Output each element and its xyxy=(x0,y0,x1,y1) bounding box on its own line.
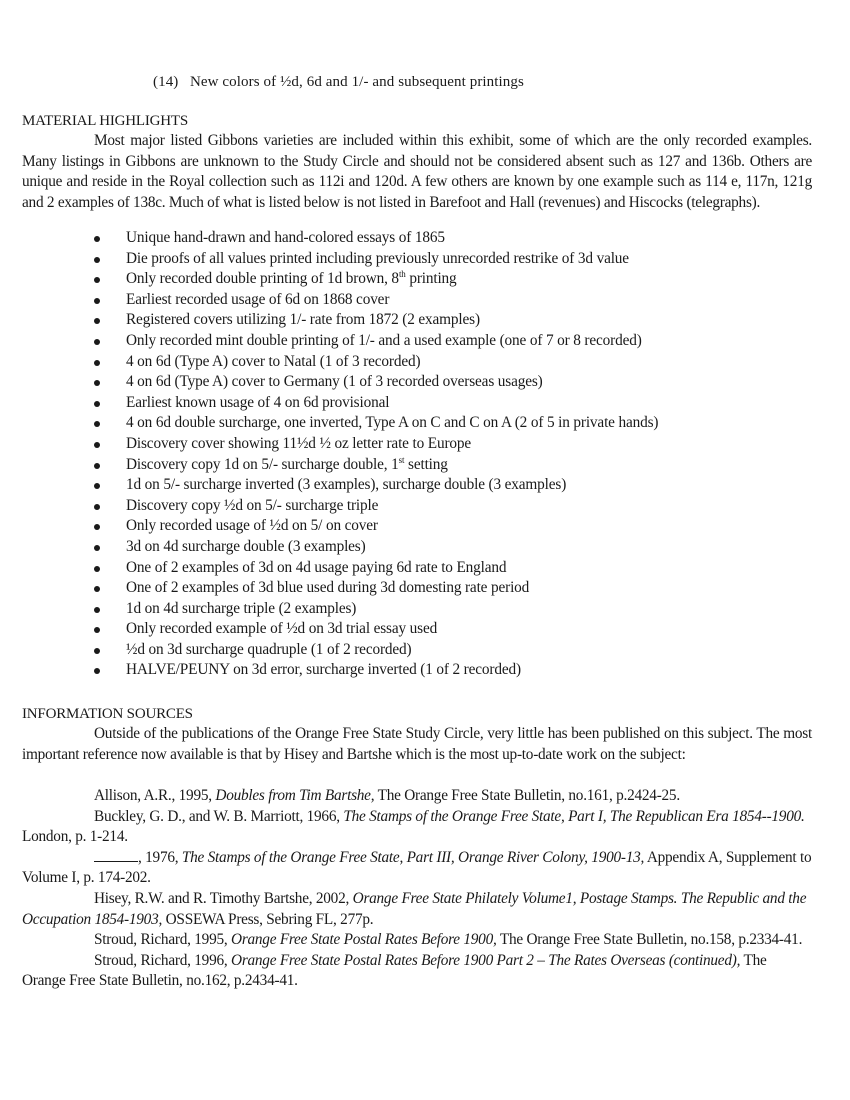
reference-title: The Stamps of the Orange Free State, Part I, The Republican Era 1854--1900. xyxy=(343,807,805,825)
reference-title: Doubles from Tim Bartshe, xyxy=(215,787,375,804)
highlight-item: Only recorded mint double printing of 1/- and a used example (one of 7 or 8 recorded) xyxy=(92,331,658,352)
highlight-item: 1d on 5/- surcharge inverted (3 examples), surcharge double (3 examples) xyxy=(92,475,658,496)
reference-entry: , 1976, The Stamps of the Orange Free State, Part III, Orange River Colony, 1900-13, Appendix A, Supplement to Volume I, p. 174-202. xyxy=(22,848,812,887)
bullet-icon xyxy=(94,607,100,613)
item-number: (14) xyxy=(153,74,179,90)
highlight-item: 4 on 6d (Type A) cover to Natal (1 of 3 recorded) xyxy=(92,352,658,373)
bullet-icon xyxy=(94,421,100,427)
bullet-icon xyxy=(94,483,100,489)
highlight-item: Registered covers utilizing 1/- rate from 1872 (2 examples) xyxy=(92,310,658,331)
reference-title: Orange Free State Postal Rates Before 1900 Part 2 – The Rates Overseas (continued), xyxy=(231,951,741,969)
bullet-icon xyxy=(94,627,100,633)
item-text: New colors of ½d, 6d and 1/- and subsequent printings xyxy=(189,74,524,90)
highlight-item: Only recorded usage of ½d on 5/ on cover xyxy=(92,516,658,537)
bullet-icon xyxy=(94,566,100,572)
bullet-icon xyxy=(94,668,100,674)
ditto-rule xyxy=(94,849,138,862)
highlight-item: Only recorded double printing of 1d brown, 8th printing xyxy=(92,269,658,290)
highlight-item: Earliest known usage of 4 on 6d provisional xyxy=(92,393,658,414)
reference-entry: Allison, A.R., 1995, Doubles from Tim Bartshe, The Orange Free State Bulletin, no.161, p.2424-25. xyxy=(94,787,680,804)
highlight-item: Discovery copy ½d on 5/- surcharge triple xyxy=(92,496,658,517)
bullet-icon xyxy=(94,318,100,324)
highlight-item: Unique hand-drawn and hand-colored essays of 1865 xyxy=(92,228,658,249)
bullet-icon xyxy=(94,257,100,263)
highlight-item: Earliest recorded usage of 6d on 1868 cover xyxy=(92,290,658,311)
bullet-icon xyxy=(94,442,100,448)
bullet-icon xyxy=(94,380,100,386)
highlight-item: One of 2 examples of 3d blue used during 3d domesting rate period xyxy=(92,578,658,599)
bullet-icon xyxy=(94,545,100,551)
highlight-item: 4 on 6d (Type A) cover to Germany (1 of 3 recorded overseas usages) xyxy=(92,372,658,393)
material-highlights-intro xyxy=(22,131,812,213)
bullet-icon xyxy=(94,504,100,510)
bullet-icon xyxy=(94,648,100,654)
bullet-icon xyxy=(94,360,100,366)
reference-entry: Hisey, R.W. and R. Timothy Bartshe, 2002, Orange Free State Philately Volume1, Postage Stamps. The Republic and the Occupation 1854-1903, OSSEWA Press, Sebring FL, 277p. xyxy=(22,889,807,928)
information-sources-intro xyxy=(22,724,812,765)
list-item-14 xyxy=(153,72,524,92)
reference-title: Orange Free State Philately Volume1, Postage Stamps. The Republic and the Occupation 1854-1903, xyxy=(22,889,807,928)
ordinal-suffix: th xyxy=(398,269,406,280)
ordinal-suffix: st xyxy=(398,454,405,465)
highlight-item: Discovery copy 1d on 5/- surcharge double, 1st setting xyxy=(92,455,658,476)
highlight-item: Discovery cover showing 11½d ½ oz letter rate to Europe xyxy=(92,434,658,455)
reference-list xyxy=(22,786,812,992)
bullet-icon xyxy=(94,586,100,592)
reference-entry: Buckley, G. D., and W. B. Marriott, 1966, The Stamps of the Orange Free State, Part I, The Republican Era 1854--1900. London, p. 1-214. xyxy=(22,807,805,846)
intro-text: Outside of the publications of the Orange Free State Study Circle, very little has been published on this subject. The most important reference now available is that by Hisey and Bartshe which is the most up-to-date work on the subject: xyxy=(22,725,812,763)
highlight-item: HALVE/PEUNY on 3d error, surcharge inverted (1 of 2 recorded) xyxy=(92,660,658,681)
information-sources-heading: INFORMATION SOURCES xyxy=(22,706,193,722)
material-highlights-heading: MATERIAL HIGHLIGHTS xyxy=(22,113,189,129)
highlight-item: Die proofs of all values printed including previously unrecorded restrike of 3d value xyxy=(92,249,658,270)
highlight-item: One of 2 examples of 3d on 4d usage paying 6d rate to England xyxy=(92,558,658,579)
highlight-item: 4 on 6d double surcharge, one inverted, Type A on C and C on A (2 of 5 in private hands) xyxy=(92,413,658,434)
reference-entry: Stroud, Richard, 1996, Orange Free State Postal Rates Before 1900 Part 2 – The Rates Overseas (continued), The Orange Free State Bulletin, no.162, p.2434-41. xyxy=(22,951,767,990)
bullet-icon xyxy=(94,236,100,242)
highlight-item: 1d on 4d surcharge triple (2 examples) xyxy=(92,599,658,620)
reference-entry: Stroud, Richard, 1995, Orange Free State Postal Rates Before 1900, The Orange Free State Bulletin, no.158, p.2334-41. xyxy=(94,931,803,949)
highlights-list xyxy=(92,228,658,681)
bullet-icon xyxy=(94,463,100,469)
bullet-icon xyxy=(94,298,100,304)
intro-text: Most major listed Gibbons varieties are included within this exhibit, some of which are the only recorded examples. Many listings in Gibbons are unknown to the Study Circle and should not be considered absent such as 127 and 136b. Others are unique and reside in the Royal collection such as 112i and 120d. A few others are known by one example such as 114 e, 117n, 121g and 2 examples of 138c. Much of what is listed below is not listed in Barefoot and Hall (revenues) and Hiscocks (telegraphs). xyxy=(22,132,812,211)
bullet-icon xyxy=(94,339,100,345)
bullet-icon xyxy=(94,277,100,283)
highlight-item: 3d on 4d surcharge double (3 examples) xyxy=(92,537,658,558)
highlight-item: Only recorded example of ½d on 3d trial essay used xyxy=(92,619,658,640)
bullet-icon xyxy=(94,401,100,407)
bullet-icon xyxy=(94,524,100,530)
reference-title: The Stamps of the Orange Free State, Part III, Orange River Colony, 1900-13, xyxy=(181,848,645,866)
highlight-item: ½d on 3d surcharge quadruple (1 of 2 recorded) xyxy=(92,640,658,661)
reference-title: Orange Free State Postal Rates Before 1900, xyxy=(231,931,497,949)
